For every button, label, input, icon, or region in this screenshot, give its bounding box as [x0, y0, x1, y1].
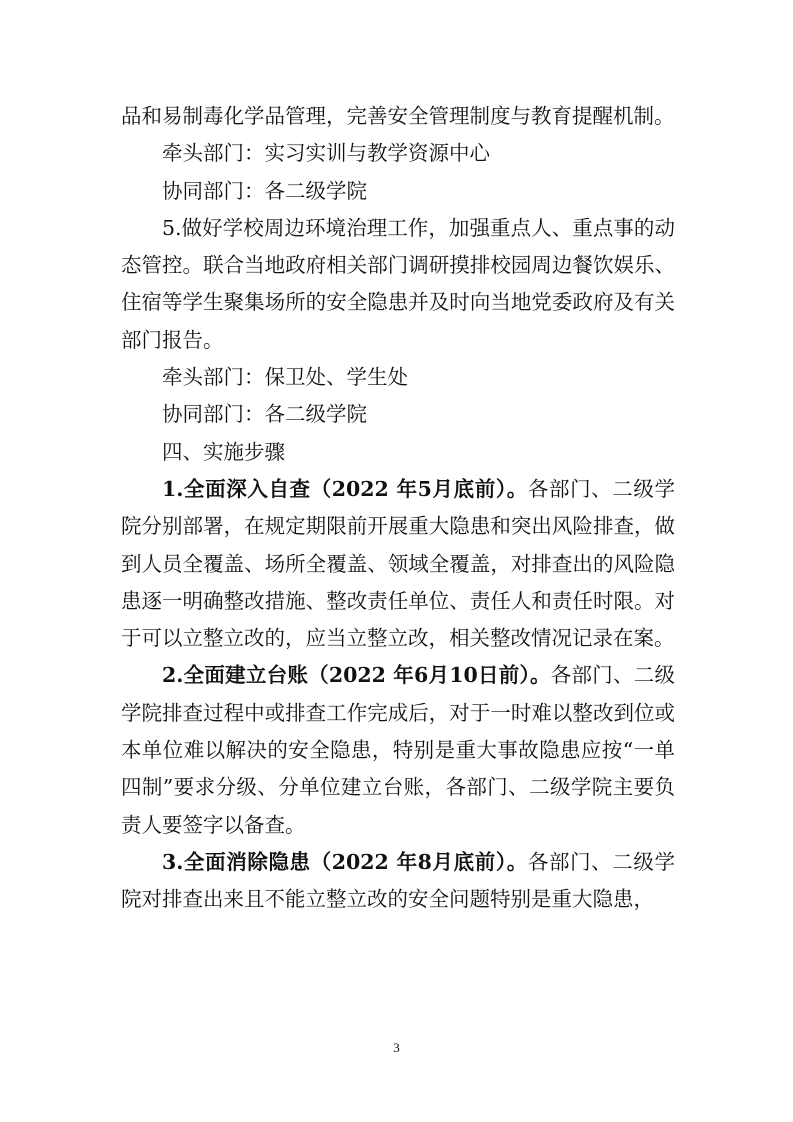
paragraph-text: 协同部门：各二级学院 — [162, 178, 367, 203]
document-body — [121, 98, 675, 919]
paragraph-text: 牵头部门：保卫处、学生处 — [162, 365, 408, 390]
paragraph-text: 品和易制毒化学品管理，完善安全管理制度与教育提醒机制。 — [121, 104, 675, 128]
step-3-lead: 3.全面消除隐患（2022 年8月底前）。 — [162, 849, 528, 874]
section-heading-text: 四、实施步骤 — [162, 439, 285, 464]
step-2-paragraph — [121, 657, 675, 843]
paragraph-coop-dept-2 — [121, 396, 675, 433]
section-heading — [121, 434, 675, 471]
step-1-paragraph — [121, 471, 675, 657]
step-3-paragraph — [121, 844, 675, 919]
step-3-text: 各部门、二级学院对排查出来且不能立整立改的安全问题特别是重大隐患， — [121, 849, 676, 912]
step-1-text: 各部门、二级学院分别部署，在规定期限前开展重大隐患和突出风险排查，做到人员全覆盖、场所全覆盖、领域全覆盖，对排查出的风险隐患逐一明确整改措施、整改责任单位、责任人和责任时限。对于可以立整立改的，应当立整立改，相关整改情况记录在案。 — [121, 476, 676, 651]
step-1-lead: 1.全面深入自查（2022 年5月底前）。 — [162, 476, 528, 501]
paragraph-text: 5.做好学校周边环境治理工作，加强重点人、重点事的动态管控。联合当地政府相关部门调研摸排校园周边餐饮娱乐、住宿等学生聚集场所的安全隐患并及时向当地党委政府及有关部门报告。 — [121, 215, 675, 352]
step-2-lead: 2.全面建立台账（2022 年6月10日前）。 — [162, 663, 551, 688]
paragraph-lead-dept-2 — [121, 359, 675, 396]
paragraph-lead-dept-1 — [121, 135, 675, 172]
paragraph-coop-dept-1 — [121, 173, 675, 210]
paragraph-chemical-management — [121, 98, 675, 135]
page-number: 3 — [393, 1040, 400, 1055]
paragraph-item-5 — [121, 210, 675, 359]
paragraph-text: 牵头部门：实习实训与教学资源中心 — [162, 141, 490, 166]
step-2-text: 各部门、二级学院排查过程中或排查工作完成后，对于一时难以整改到位或本单位难以解决的安全隐患，特别是重大事故隐患应按“一单四制”要求分级、分单位建立台账，各部门、二级学院主要负责人要签字以备查。 — [121, 663, 675, 837]
paragraph-text: 协同部门：各二级学院 — [162, 402, 367, 427]
